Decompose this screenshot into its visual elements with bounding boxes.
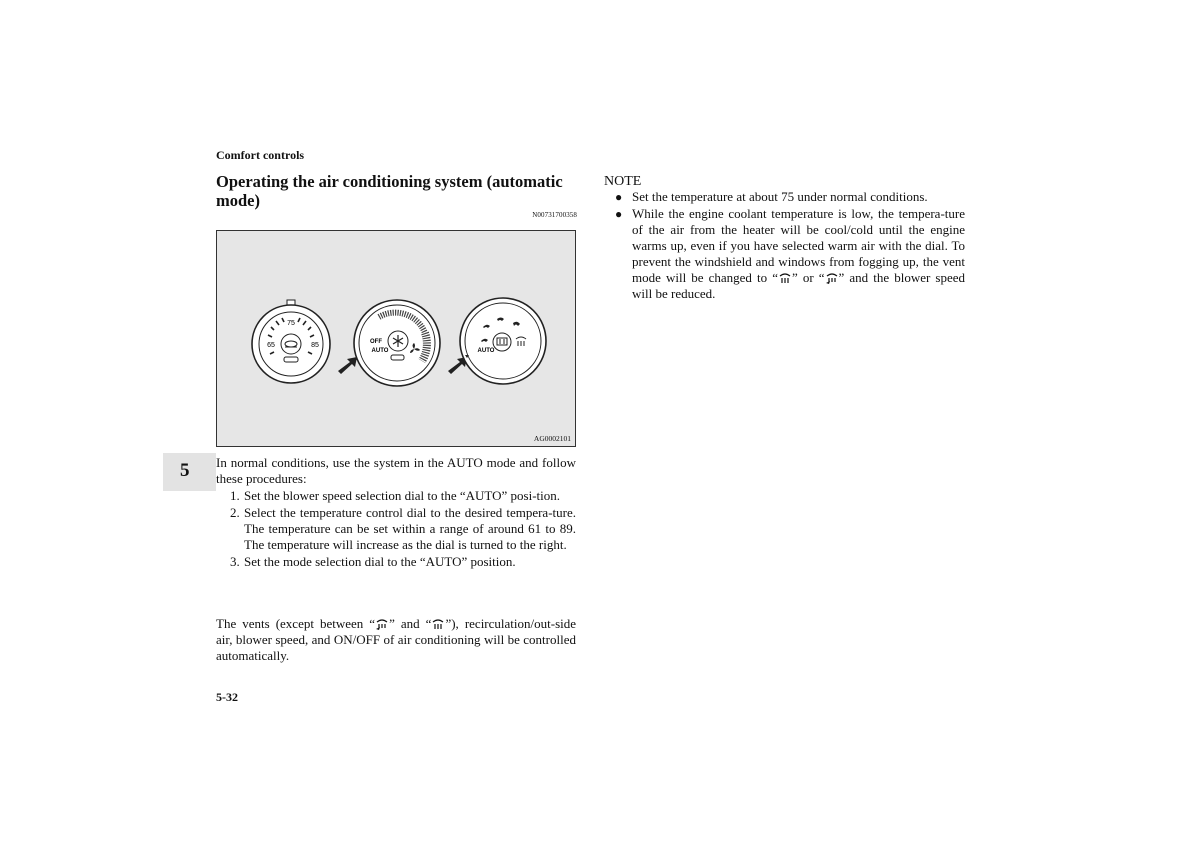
note-list — [615, 189, 965, 303]
mode-auto-label: AUTO — [477, 348, 495, 354]
note-text-a: While the engine coolant temperature is low, the tempera-ture of the air from the heater will be cool/cold until the engine warms up, even if you have selected warm air with the dial. To prevent the windshield and windows from fogging up, the vent mode will be changed to “ — [632, 206, 965, 285]
temperature-dial — [252, 300, 330, 383]
arrow-icon — [338, 357, 357, 374]
note-item — [615, 189, 965, 205]
foot-defrost-icon — [825, 272, 839, 285]
note-text-c: ” and the blower speed will be reduced. — [632, 270, 966, 301]
mode-selection-dial — [460, 298, 546, 384]
procedure-list — [230, 488, 576, 571]
note-text — [632, 206, 965, 302]
climate-control-figure — [216, 230, 576, 447]
list-item — [230, 488, 576, 504]
section-code: N00731700358 — [532, 211, 577, 219]
list-number: 2. — [230, 505, 240, 520]
chapter-number: 5 — [180, 460, 190, 481]
intro-paragraph: In normal conditions, use the system in the AUTO mode and follow these procedures: — [216, 455, 576, 486]
vents-text-c: ”), recirculation/out-side air, blower speed, and ON/OFF of air conditioning will be controlled automatically. — [216, 616, 577, 663]
section-header: Comfort controls — [216, 148, 305, 162]
figure-code: AG0002101 — [533, 434, 571, 443]
temp-label-75: 75 — [287, 320, 295, 327]
defrost-icon — [431, 618, 445, 631]
bullet-icon: ● — [615, 190, 623, 204]
list-text: Set the mode selection dial to the “AUTO” position. — [244, 554, 516, 569]
list-number: 3. — [230, 554, 240, 569]
vents-text-b: ” and “ — [389, 616, 432, 631]
note-text-b: ” or “ — [792, 270, 825, 285]
note-item — [615, 206, 965, 302]
vents-paragraph — [216, 616, 576, 664]
note-label: NOTE — [604, 174, 642, 189]
bullet-icon: ● — [615, 207, 623, 221]
chapter-tab — [163, 453, 216, 491]
list-item — [230, 505, 576, 553]
fan-off-label: OFF — [370, 339, 382, 345]
temp-label-85: 85 — [311, 342, 319, 349]
temp-label-65: 65 — [267, 342, 275, 349]
page-number: 5-32 — [216, 690, 238, 704]
list-text: Select the temperature control dial to the desired tempera-ture. The temperature can be set within a range of around 61 to 89. The temperature will increase as the dial is turned to the right. — [244, 505, 576, 552]
defrost-icon — [778, 272, 792, 285]
list-number: 1. — [230, 488, 240, 503]
foot-defrost-icon — [375, 618, 389, 631]
page-title: Operating the air conditioning system (automatic mode) — [216, 172, 563, 210]
list-item — [230, 554, 576, 570]
blower-speed-dial — [354, 300, 440, 386]
vents-text-a: The vents (except between “ — [216, 616, 376, 631]
note-text: Set the temperature at about 75 under normal conditions. — [632, 189, 928, 204]
list-text: Set the blower speed selection dial to the “AUTO” posi-tion. — [244, 488, 561, 503]
fan-auto-label: AUTO — [371, 348, 389, 354]
